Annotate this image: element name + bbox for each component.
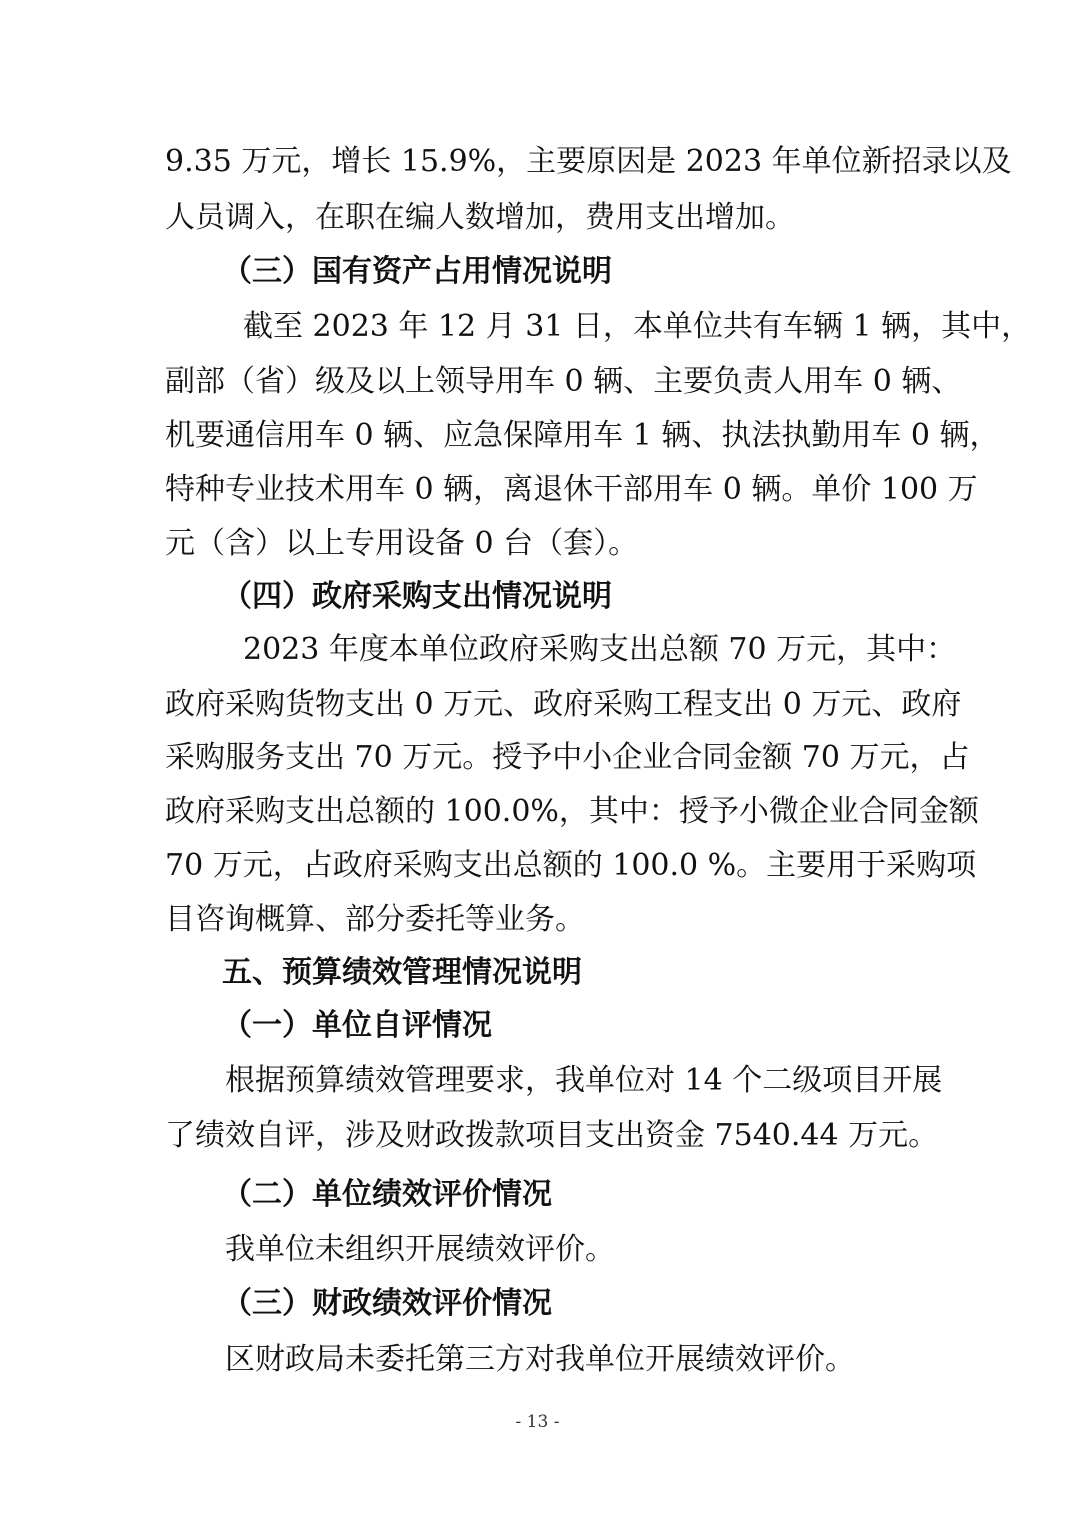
body-line: 副部（省）级及以上领导用车 0 辆、主要负责人用车 0 辆、 bbox=[165, 364, 962, 399]
body-line: 70 万元，占政府采购支出总额的 100.0 %。主要用于采购项 bbox=[165, 848, 977, 883]
body-line: 人员调入，在职在编人数增加，费用支出增加。 bbox=[165, 200, 795, 235]
body-line: 目咨询概算、部分委托等业务。 bbox=[165, 902, 585, 937]
body-line: 区财政局未委托第三方对我单位开展绩效评价。 bbox=[225, 1342, 855, 1377]
body-line: 政府采购货物支出 0 万元、政府采购工程支出 0 万元、政府 bbox=[165, 687, 962, 722]
body-line: 了绩效自评，涉及财政拨款项目支出资金 7540.44 万元。 bbox=[165, 1118, 939, 1153]
body-line: 元（含）以上专用设备 0 台（套）。 bbox=[165, 526, 639, 561]
section-heading-self-eval: （一）单位自评情况 bbox=[222, 1008, 492, 1043]
body-line: 采购服务支出 70 万元。授予中小企业合同金额 70 万元，占 bbox=[165, 740, 970, 775]
section-heading-procurement: （四）政府采购支出情况说明 bbox=[222, 579, 612, 614]
body-line: 根据预算绩效管理要求，我单位对 14 个二级项目开展 bbox=[225, 1063, 943, 1098]
page-number: - 13 - bbox=[515, 1412, 560, 1432]
section-heading-unit-eval: （二）单位绩效评价情况 bbox=[222, 1177, 552, 1212]
body-line: 政府采购支出总额的 100.0%，其中：授予小微企业合同金额 bbox=[165, 794, 979, 829]
body-line: 我单位未组织开展绩效评价。 bbox=[225, 1232, 615, 1267]
chapter-heading-performance: 五、预算绩效管理情况说明 bbox=[222, 955, 582, 990]
body-line: 9.35 万元，增长 15.9%，主要原因是 2023 年单位新招录以及 bbox=[165, 144, 1012, 179]
section-heading-assets: （三）国有资产占用情况说明 bbox=[222, 254, 612, 289]
body-line: 特种专业技术用车 0 辆，离退休干部用车 0 辆。单价 100 万 bbox=[165, 472, 978, 507]
body-line: 截至 2023 年 12 月 31 日，本单位共有车辆 1 辆，其中， bbox=[243, 309, 1032, 344]
body-line: 2023 年度本单位政府采购支出总额 70 万元，其中： bbox=[243, 632, 957, 667]
section-heading-finance-eval: （三）财政绩效评价情况 bbox=[222, 1286, 552, 1321]
body-line: 机要通信用车 0 辆、应急保障用车 1 辆、执法执勤用车 0 辆， bbox=[165, 418, 1000, 453]
